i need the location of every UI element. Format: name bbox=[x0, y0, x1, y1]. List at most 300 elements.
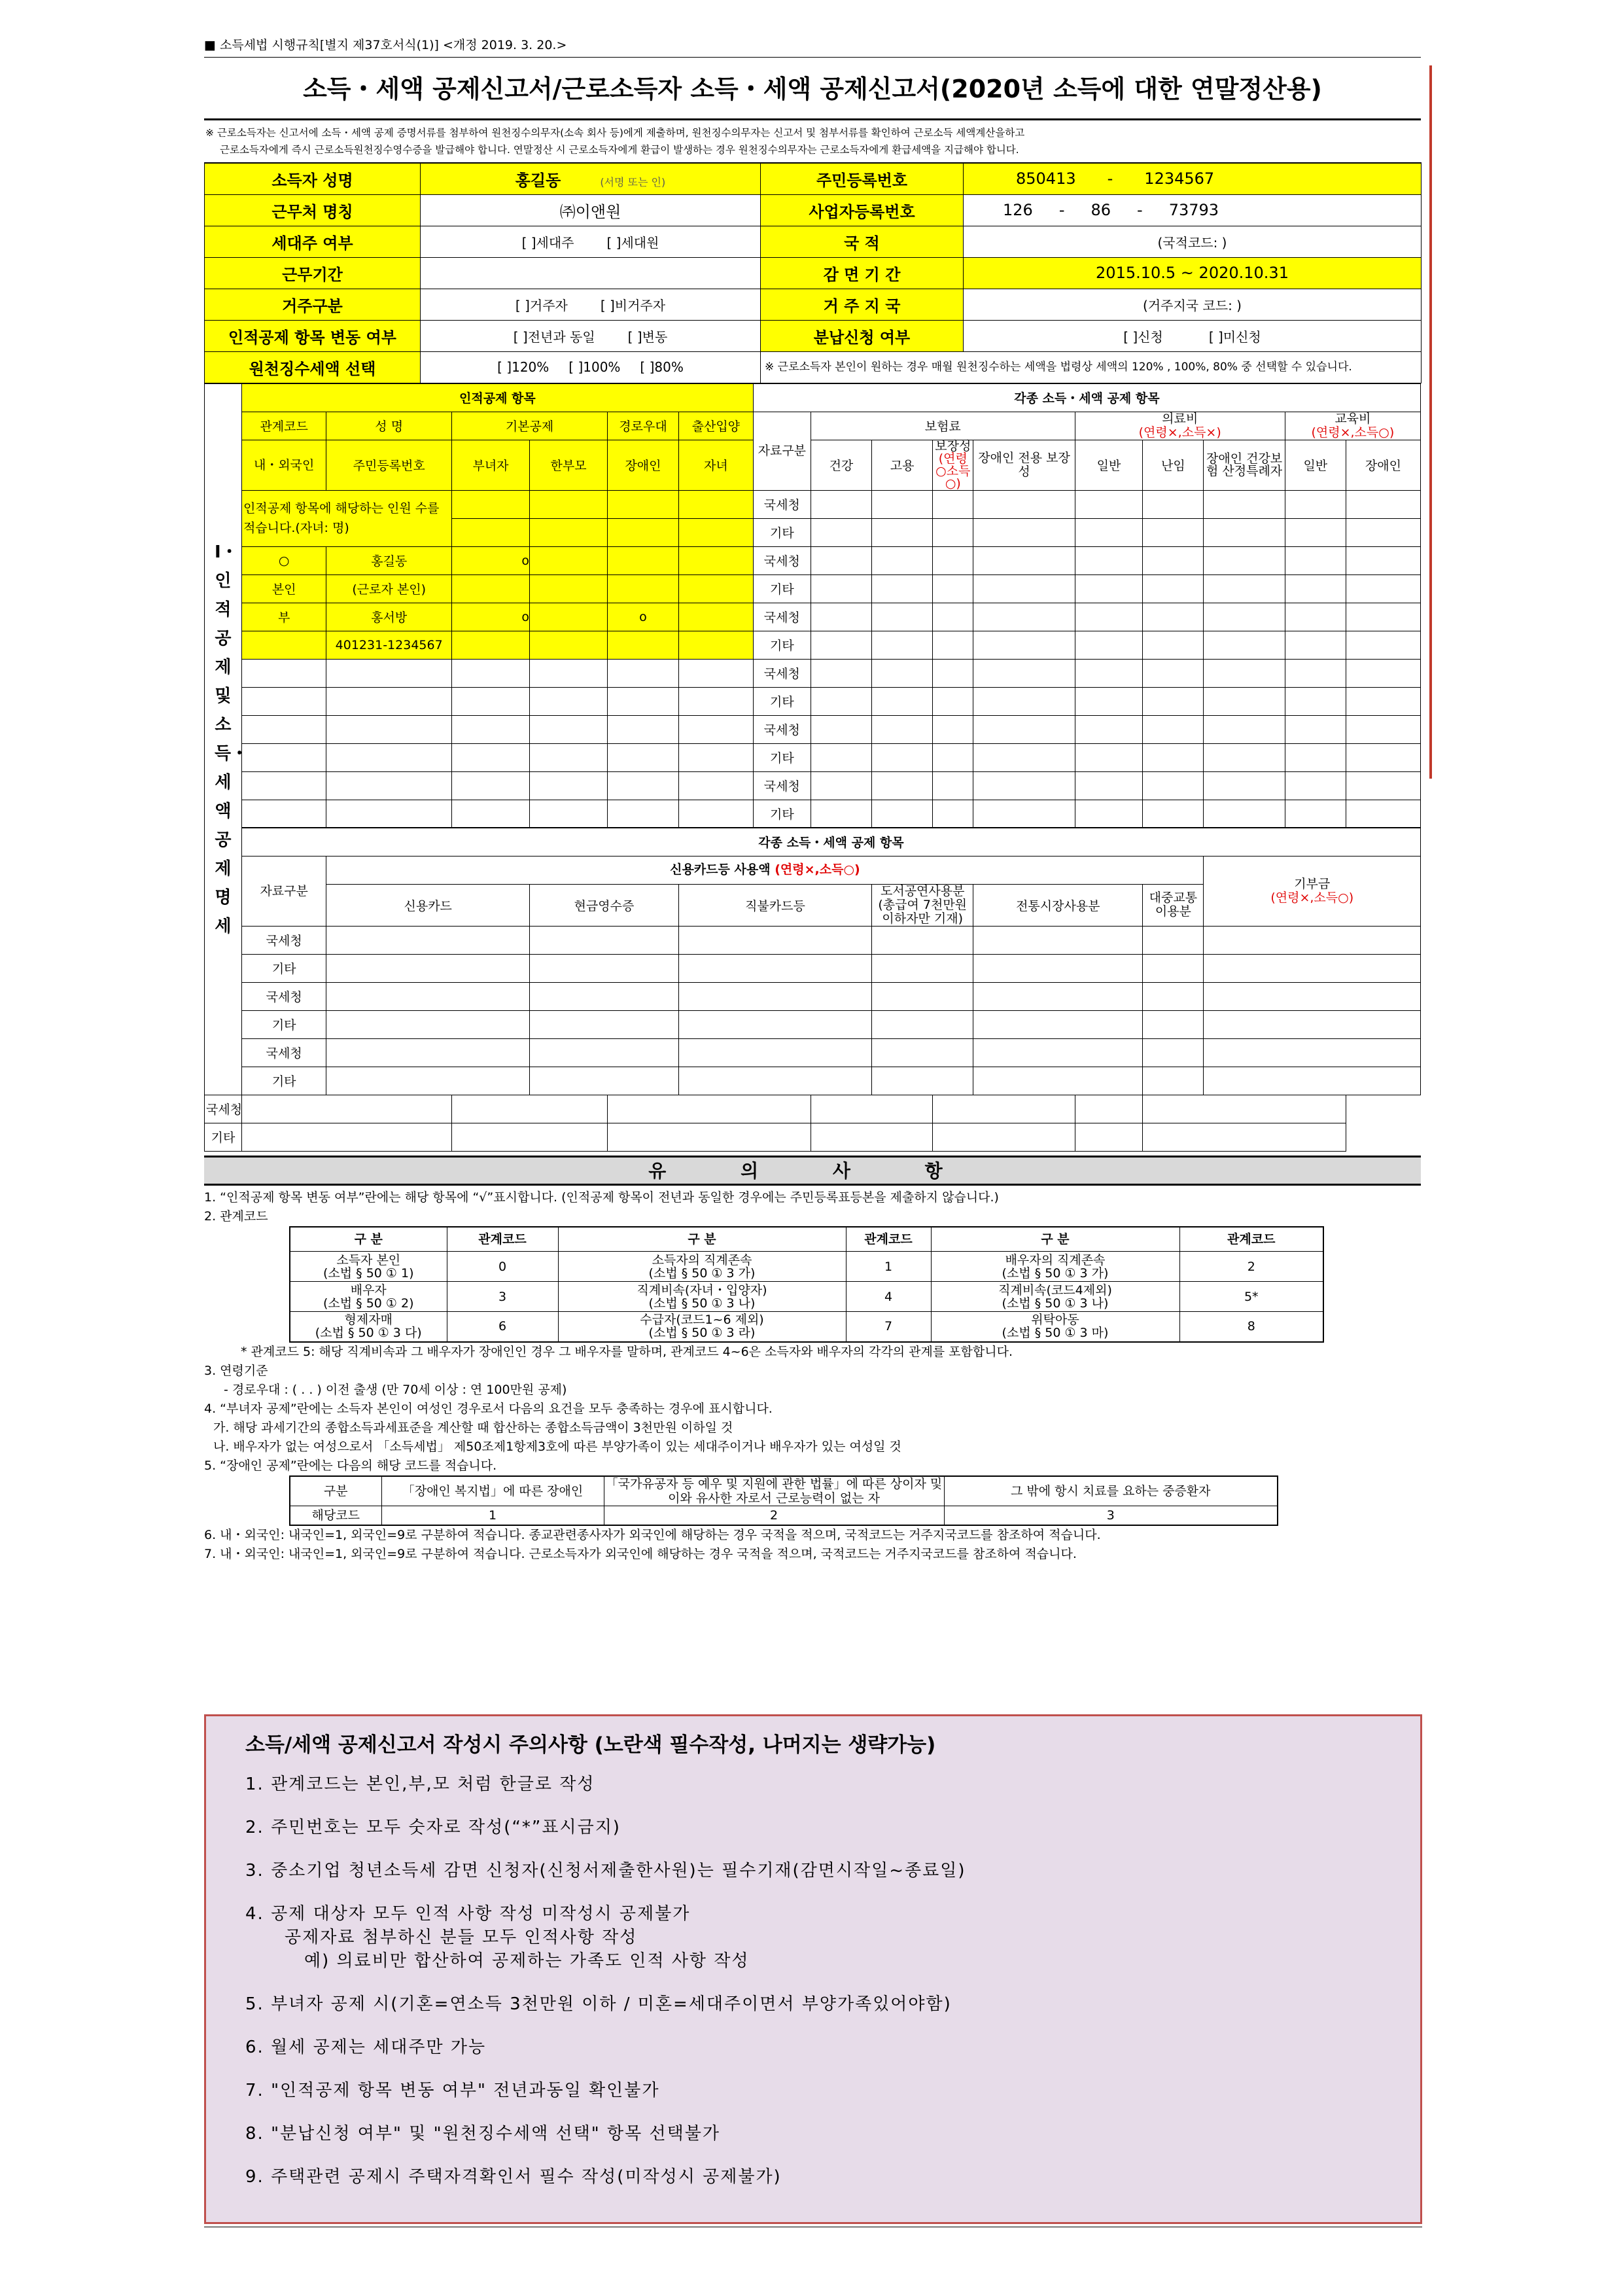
cell[interactable] bbox=[530, 1010, 679, 1038]
guide-item: 5. 부녀자 공제 시(기혼=연소득 3천만원 이하 / 미혼=세대주이면서 부양가족있어야함) bbox=[245, 1994, 952, 2014]
cell[interactable] bbox=[678, 715, 753, 743]
cell[interactable] bbox=[326, 926, 530, 954]
cell[interactable] bbox=[933, 546, 973, 574]
cell[interactable] bbox=[1285, 715, 1346, 743]
cell[interactable] bbox=[973, 1038, 1143, 1067]
cell[interactable] bbox=[326, 687, 452, 715]
code-head-div: 구 분 bbox=[558, 1227, 846, 1252]
cell[interactable] bbox=[608, 771, 679, 800]
cell[interactable] bbox=[678, 631, 753, 659]
dis-code-label: 해당코드 bbox=[290, 1506, 381, 1525]
cell[interactable] bbox=[1346, 518, 1420, 546]
cell[interactable] bbox=[678, 771, 753, 800]
cell[interactable] bbox=[1143, 574, 1204, 603]
cell[interactable] bbox=[872, 954, 973, 982]
cell[interactable] bbox=[1285, 771, 1346, 800]
cell[interactable] bbox=[811, 603, 871, 631]
cell[interactable] bbox=[933, 603, 973, 631]
cell[interactable] bbox=[530, 771, 608, 800]
cell[interactable] bbox=[608, 518, 679, 546]
residence-field[interactable]: [ ]거주자 [ ]비거주자 bbox=[421, 289, 761, 320]
cell[interactable] bbox=[872, 574, 933, 603]
cell[interactable] bbox=[1075, 687, 1143, 715]
cell[interactable] bbox=[326, 743, 452, 771]
cell[interactable] bbox=[1285, 659, 1346, 687]
cell[interactable] bbox=[530, 954, 679, 982]
cell[interactable] bbox=[1285, 603, 1346, 631]
cell[interactable] bbox=[872, 800, 933, 828]
cell[interactable] bbox=[872, 1067, 973, 1095]
cell[interactable] bbox=[1075, 659, 1143, 687]
cell[interactable] bbox=[241, 771, 326, 800]
cell[interactable] bbox=[326, 800, 452, 828]
cell[interactable] bbox=[608, 574, 679, 603]
cell[interactable] bbox=[872, 771, 933, 800]
cell[interactable] bbox=[608, 800, 679, 828]
cell[interactable] bbox=[973, 954, 1143, 982]
cell[interactable] bbox=[811, 1095, 932, 1123]
cell[interactable] bbox=[326, 715, 452, 743]
cell[interactable] bbox=[872, 982, 973, 1010]
code-value: 2 bbox=[1179, 1252, 1323, 1282]
cell[interactable] bbox=[530, 631, 608, 659]
cell[interactable] bbox=[872, 546, 933, 574]
cell[interactable] bbox=[241, 715, 326, 743]
cell[interactable] bbox=[530, 743, 608, 771]
code-desc: 배우자 (소법 § 50 ① 2) bbox=[290, 1282, 447, 1312]
cell[interactable] bbox=[530, 982, 679, 1010]
cell[interactable] bbox=[530, 1067, 679, 1095]
person-senior[interactable] bbox=[608, 546, 679, 574]
cell[interactable] bbox=[451, 631, 529, 659]
notice-notes: 1. “인적공제 항목 변동 여부”란에는 해당 항목에 “√”표시합니다. (인적공제 항목이 전년과 동일한 경우에는 주민등록표등본을 제출하지 않습니다.) 2. 관계코드 bbox=[204, 1190, 999, 1224]
person-relation[interactable]: ○ bbox=[241, 546, 326, 574]
cell[interactable] bbox=[608, 743, 679, 771]
cell[interactable] bbox=[678, 954, 871, 982]
cell[interactable] bbox=[326, 771, 452, 800]
cell[interactable] bbox=[933, 771, 973, 800]
code-value: 3 bbox=[447, 1282, 558, 1312]
cell[interactable] bbox=[530, 659, 608, 687]
cell[interactable] bbox=[678, 574, 753, 603]
person-basic[interactable]: o bbox=[451, 546, 529, 574]
region-field[interactable]: (거주지국 코드: ) bbox=[964, 289, 1422, 320]
cell[interactable] bbox=[811, 771, 871, 800]
cell[interactable] bbox=[530, 687, 608, 715]
cell[interactable] bbox=[1143, 715, 1204, 743]
cell[interactable] bbox=[1143, 800, 1204, 828]
cell[interactable] bbox=[678, 546, 753, 574]
code-desc: 수급자(코드1~6 제외) (소법 § 50 ① 3 라) bbox=[558, 1312, 846, 1342]
cell[interactable] bbox=[933, 490, 973, 518]
col-ins-dis: 장애인 전용 보장성 bbox=[973, 440, 1075, 490]
cell[interactable] bbox=[451, 659, 529, 687]
cell[interactable] bbox=[1346, 687, 1420, 715]
cell[interactable] bbox=[678, 1010, 871, 1038]
install-field[interactable]: [ ]신청 [ ]미신청 bbox=[964, 320, 1422, 351]
cell[interactable] bbox=[1143, 631, 1204, 659]
cell[interactable] bbox=[1204, 687, 1285, 715]
cell[interactable] bbox=[1143, 1123, 1346, 1151]
cell[interactable] bbox=[1075, 715, 1143, 743]
change-field[interactable]: [ ]전년과 동일 [ ]변동 bbox=[421, 320, 761, 351]
cell[interactable] bbox=[872, 687, 933, 715]
cell[interactable] bbox=[608, 687, 679, 715]
cell[interactable] bbox=[530, 800, 608, 828]
cell[interactable] bbox=[973, 743, 1075, 771]
cell[interactable] bbox=[973, 687, 1075, 715]
cell[interactable] bbox=[811, 518, 871, 546]
cell[interactable] bbox=[1143, 490, 1204, 518]
code-head-code: 관계코드 bbox=[846, 1227, 931, 1252]
cell[interactable] bbox=[241, 1095, 451, 1123]
cell[interactable] bbox=[530, 574, 608, 603]
cell[interactable] bbox=[1285, 800, 1346, 828]
cell[interactable] bbox=[973, 631, 1075, 659]
cell[interactable] bbox=[872, 1010, 973, 1038]
cell[interactable] bbox=[973, 546, 1075, 574]
cell[interactable] bbox=[1143, 1095, 1346, 1123]
cell[interactable] bbox=[1346, 715, 1420, 743]
cell[interactable] bbox=[872, 743, 933, 771]
cell[interactable] bbox=[530, 518, 608, 546]
cell[interactable] bbox=[530, 603, 608, 631]
cell[interactable] bbox=[1204, 574, 1285, 603]
cell[interactable] bbox=[451, 1095, 607, 1123]
relation-code-table bbox=[289, 1226, 1324, 1343]
code-desc: 형제자매 (소법 § 50 ① 3 다) bbox=[290, 1312, 447, 1342]
cell[interactable] bbox=[678, 1067, 871, 1095]
cell[interactable] bbox=[678, 603, 753, 631]
count-female[interactable] bbox=[451, 490, 529, 518]
col-cash-receipt: 현금영수증 bbox=[530, 884, 679, 926]
guide-item: 예) 의료비만 합산하여 공제하는 가족도 인적 사항 작성 bbox=[304, 1951, 750, 1971]
cell[interactable] bbox=[241, 659, 326, 687]
person-row bbox=[205, 659, 1421, 687]
col-edu-dis: 장애인 bbox=[1346, 440, 1420, 490]
src-nts: 국세청 bbox=[753, 771, 811, 800]
cell[interactable] bbox=[1143, 687, 1204, 715]
cell[interactable] bbox=[678, 800, 753, 828]
cell[interactable] bbox=[1346, 743, 1420, 771]
section1-vertical-label: Ⅰ・인적공제및소득・세액공제명세 bbox=[205, 383, 242, 1095]
cell[interactable] bbox=[1346, 771, 1420, 800]
col-disabled: 장애인 bbox=[608, 440, 679, 490]
person-basic[interactable]: o bbox=[451, 603, 529, 631]
cell[interactable] bbox=[678, 1038, 871, 1067]
col-senior: 경로우대 bbox=[608, 412, 679, 440]
cell[interactable] bbox=[1285, 546, 1346, 574]
cell[interactable] bbox=[1204, 1038, 1421, 1067]
cell[interactable] bbox=[872, 1038, 973, 1067]
src-nts: 국세청 bbox=[753, 715, 811, 743]
bizno-field[interactable]: 126 - 86 - 73793 bbox=[964, 194, 1422, 226]
cell[interactable] bbox=[1204, 659, 1285, 687]
cell[interactable] bbox=[811, 631, 871, 659]
cell[interactable] bbox=[326, 1067, 530, 1095]
name-field[interactable]: 홍길동 (서명 또는 인) bbox=[421, 163, 761, 194]
cell[interactable] bbox=[678, 659, 753, 687]
col-child: 자녀 bbox=[678, 440, 753, 490]
cell[interactable] bbox=[451, 743, 529, 771]
cell[interactable] bbox=[1143, 659, 1204, 687]
cell[interactable] bbox=[933, 659, 973, 687]
count-single[interactable] bbox=[530, 490, 608, 518]
company-field[interactable]: ㈜이앤원 bbox=[421, 194, 761, 226]
nationality-field[interactable]: (국적코드: ) bbox=[964, 226, 1422, 257]
cell[interactable] bbox=[451, 574, 529, 603]
cell[interactable] bbox=[872, 490, 933, 518]
cell[interactable] bbox=[872, 715, 933, 743]
cell[interactable] bbox=[933, 518, 973, 546]
cell[interactable] bbox=[1143, 546, 1204, 574]
change-label: 인적공제 항목 변동 여부 bbox=[205, 320, 421, 351]
dis-code: 2 bbox=[604, 1506, 944, 1525]
person-rrn[interactable]: (근로자 본인) bbox=[326, 574, 452, 603]
cell[interactable] bbox=[973, 800, 1075, 828]
cell[interactable] bbox=[872, 603, 933, 631]
cell[interactable] bbox=[1143, 926, 1204, 954]
cell[interactable] bbox=[811, 574, 871, 603]
cell[interactable] bbox=[973, 659, 1075, 687]
cell[interactable] bbox=[872, 659, 933, 687]
cell[interactable] bbox=[1075, 546, 1143, 574]
withhold-field[interactable]: [ ]120% [ ]100% [ ]80% bbox=[421, 351, 761, 383]
cell[interactable] bbox=[811, 659, 871, 687]
cell[interactable] bbox=[1143, 1067, 1204, 1095]
cell[interactable] bbox=[326, 659, 452, 687]
cell[interactable] bbox=[811, 687, 871, 715]
cell[interactable] bbox=[608, 1095, 811, 1123]
cell[interactable] bbox=[933, 743, 973, 771]
cell[interactable] bbox=[1204, 1067, 1421, 1095]
col-ins-guar: 보장성 (연령○소득○) bbox=[933, 440, 973, 490]
cell[interactable] bbox=[1285, 743, 1346, 771]
cell[interactable] bbox=[678, 518, 753, 546]
cell[interactable] bbox=[608, 715, 679, 743]
cell[interactable] bbox=[1204, 771, 1285, 800]
col-debit-card: 직불카드등 bbox=[678, 884, 871, 926]
src-nts: 국세청 bbox=[753, 490, 811, 518]
cell[interactable] bbox=[1143, 771, 1204, 800]
person-senior[interactable]: o bbox=[608, 603, 679, 631]
cell[interactable] bbox=[973, 715, 1075, 743]
cell[interactable] bbox=[973, 982, 1143, 1010]
cell[interactable] bbox=[608, 631, 679, 659]
residence-label: 거주구분 bbox=[205, 289, 421, 320]
cell[interactable] bbox=[1143, 603, 1204, 631]
cell[interactable] bbox=[1204, 715, 1285, 743]
bizno-label: 사업자등록번호 bbox=[761, 194, 964, 226]
cell[interactable] bbox=[678, 982, 871, 1010]
person-relation[interactable]: 부 bbox=[241, 603, 326, 631]
cell[interactable] bbox=[933, 631, 973, 659]
cell[interactable] bbox=[1204, 603, 1285, 631]
cell[interactable] bbox=[1075, 1123, 1143, 1151]
cell[interactable] bbox=[1143, 518, 1204, 546]
cell[interactable] bbox=[326, 1038, 530, 1067]
cell[interactable] bbox=[811, 1123, 932, 1151]
cell[interactable] bbox=[973, 574, 1075, 603]
cell[interactable] bbox=[1204, 954, 1421, 982]
cell[interactable] bbox=[1075, 631, 1143, 659]
cell[interactable] bbox=[451, 771, 529, 800]
cell[interactable] bbox=[451, 1123, 607, 1151]
cell[interactable] bbox=[933, 1095, 1075, 1123]
cell[interactable] bbox=[326, 1010, 530, 1038]
cell[interactable] bbox=[678, 743, 753, 771]
cell[interactable] bbox=[1075, 518, 1143, 546]
card-row bbox=[205, 982, 1421, 1010]
guide-item: 7. "인적공제 항목 변동 여부" 전년과동일 확인불가 bbox=[245, 2081, 660, 2100]
cell[interactable] bbox=[241, 800, 326, 828]
cell[interactable] bbox=[1143, 1010, 1204, 1038]
cell[interactable] bbox=[326, 954, 530, 982]
cell[interactable] bbox=[1285, 490, 1346, 518]
cell[interactable] bbox=[1346, 490, 1420, 518]
cell[interactable] bbox=[933, 715, 973, 743]
card-group: 신용카드등 사용액 (연령×,소득○) bbox=[326, 856, 1204, 884]
cell[interactable] bbox=[530, 926, 679, 954]
cell[interactable] bbox=[1204, 800, 1285, 828]
cell[interactable] bbox=[1285, 574, 1346, 603]
cell[interactable] bbox=[1346, 800, 1420, 828]
col-credit-card: 신용카드 bbox=[326, 884, 530, 926]
cell[interactable] bbox=[872, 518, 933, 546]
cell[interactable] bbox=[1346, 631, 1420, 659]
cell[interactable] bbox=[451, 687, 529, 715]
cell[interactable] bbox=[1075, 1095, 1143, 1123]
cell[interactable] bbox=[1346, 546, 1420, 574]
cell[interactable] bbox=[973, 1067, 1143, 1095]
household-field[interactable]: [ ]세대주 [ ]세대원 bbox=[421, 226, 761, 257]
code-row bbox=[290, 1312, 1323, 1342]
cell[interactable] bbox=[1346, 574, 1420, 603]
law-reference: ■ 소득세법 시행규칙[별지 제37호서식(1)] <개정 2019. 3. 20.> bbox=[204, 33, 1421, 58]
cell[interactable] bbox=[1143, 982, 1204, 1010]
cell[interactable] bbox=[933, 800, 973, 828]
cell[interactable] bbox=[608, 659, 679, 687]
src-other: 기타 bbox=[753, 687, 811, 715]
cell[interactable] bbox=[973, 926, 1143, 954]
cell[interactable] bbox=[530, 1038, 679, 1067]
col-birth: 출산입양 bbox=[678, 412, 753, 440]
person-nationality[interactable]: 본인 bbox=[241, 574, 326, 603]
cell[interactable] bbox=[872, 631, 933, 659]
cell[interactable] bbox=[530, 546, 608, 574]
person-name[interactable]: 홍길동 bbox=[326, 546, 452, 574]
cell[interactable] bbox=[1285, 631, 1346, 659]
cell[interactable] bbox=[326, 982, 530, 1010]
cell[interactable] bbox=[1204, 490, 1285, 518]
cell[interactable] bbox=[933, 687, 973, 715]
code-value: 8 bbox=[1179, 1312, 1323, 1342]
cell[interactable] bbox=[933, 574, 973, 603]
cell[interactable] bbox=[973, 771, 1075, 800]
cell[interactable] bbox=[1075, 603, 1143, 631]
count-text: 인적공제 항목에 해당하는 인원 수를 적습니다.(자녀: 명) bbox=[241, 490, 451, 546]
cell[interactable] bbox=[811, 490, 871, 518]
cell[interactable] bbox=[451, 715, 529, 743]
col-basic: 기본공제 bbox=[451, 412, 607, 440]
guide-item: 8. "분납신청 여부" 및 "원천징수세액 선택" 항목 선택불가 bbox=[245, 2124, 720, 2144]
code-row bbox=[290, 1282, 1323, 1312]
cell[interactable] bbox=[1075, 771, 1143, 800]
cell[interactable] bbox=[1143, 954, 1204, 982]
rrn-field[interactable]: 850413 - 1234567 bbox=[964, 163, 1422, 194]
count-child[interactable] bbox=[678, 490, 753, 518]
cell[interactable] bbox=[811, 715, 871, 743]
cell[interactable] bbox=[241, 1123, 451, 1151]
cell[interactable] bbox=[1204, 926, 1421, 954]
code-value: 4 bbox=[846, 1282, 931, 1312]
cell[interactable] bbox=[811, 546, 871, 574]
cell[interactable] bbox=[451, 800, 529, 828]
code-value: 7 bbox=[846, 1312, 931, 1342]
cell[interactable] bbox=[973, 518, 1075, 546]
cell[interactable] bbox=[241, 687, 326, 715]
cell[interactable] bbox=[678, 926, 871, 954]
cell[interactable] bbox=[608, 1123, 811, 1151]
cell[interactable] bbox=[811, 800, 871, 828]
cell[interactable] bbox=[973, 1010, 1143, 1038]
personal-head: 인적공제 항목 bbox=[241, 383, 753, 412]
period-field[interactable] bbox=[421, 257, 761, 289]
margin-red-line bbox=[1429, 65, 1432, 779]
card-row bbox=[205, 1038, 1421, 1067]
cell[interactable] bbox=[1075, 574, 1143, 603]
src-other: 기타 bbox=[241, 954, 326, 982]
cell[interactable] bbox=[1346, 659, 1420, 687]
cell[interactable] bbox=[1204, 1010, 1421, 1038]
cell[interactable] bbox=[933, 1123, 1075, 1151]
person-rrn[interactable]: 401231-1234567 bbox=[326, 631, 452, 659]
disability-code-table bbox=[289, 1475, 1278, 1527]
cell[interactable] bbox=[1204, 631, 1285, 659]
cell[interactable] bbox=[1346, 603, 1420, 631]
cell[interactable] bbox=[811, 743, 871, 771]
cell[interactable] bbox=[1143, 1038, 1204, 1067]
col-medical: 의료비 (연령×,소득×) bbox=[1075, 412, 1285, 440]
count-disabled[interactable] bbox=[608, 490, 679, 518]
cell[interactable] bbox=[1285, 518, 1346, 546]
code-desc: 배우자의 직계존속 (소법 § 50 ① 3 가) bbox=[931, 1252, 1179, 1282]
guide-item: 1. 관계코드는 본인,부,모 처럼 한글로 작성 bbox=[245, 1775, 595, 1794]
cell[interactable] bbox=[1285, 687, 1346, 715]
cell[interactable] bbox=[1075, 800, 1143, 828]
cell[interactable] bbox=[872, 926, 973, 954]
cell[interactable] bbox=[241, 743, 326, 771]
intro-note: ※ 근로소득자는 신고서에 소득・세액 공제 증명서류를 첨부하여 원천징수의무자(소속 회사 등)에게 제출하며, 원천징수의무자는 신고서 및 첨부서류를 확인하여 근로소득 세액계산을하고 근로소득자에게 즉시 근로소득원천징수영수증을 발급해야 합니다. 연말정산 시 근로소득자에게 환급이 발생하는 경우 원천징수의무자는 근로소득자에게 환급세액을 지급해야 합니다. bbox=[205, 127, 1025, 156]
cell[interactable] bbox=[678, 687, 753, 715]
cell[interactable] bbox=[973, 490, 1075, 518]
cell[interactable] bbox=[1075, 743, 1143, 771]
person-row bbox=[205, 546, 1421, 574]
person-nationality[interactable] bbox=[241, 631, 326, 659]
cell[interactable] bbox=[973, 603, 1075, 631]
cell[interactable] bbox=[1075, 490, 1143, 518]
cell[interactable] bbox=[1204, 743, 1285, 771]
cell[interactable] bbox=[1204, 982, 1421, 1010]
cell[interactable] bbox=[1204, 546, 1285, 574]
person-name[interactable]: 홍서방 bbox=[326, 603, 452, 631]
cell[interactable] bbox=[1204, 518, 1285, 546]
cell[interactable] bbox=[1143, 743, 1204, 771]
cell[interactable] bbox=[451, 518, 529, 546]
cell[interactable] bbox=[530, 715, 608, 743]
src-other: 기타 bbox=[241, 1010, 326, 1038]
reduction-field[interactable]: 2015.10.5 ~ 2020.10.31 bbox=[964, 257, 1422, 289]
